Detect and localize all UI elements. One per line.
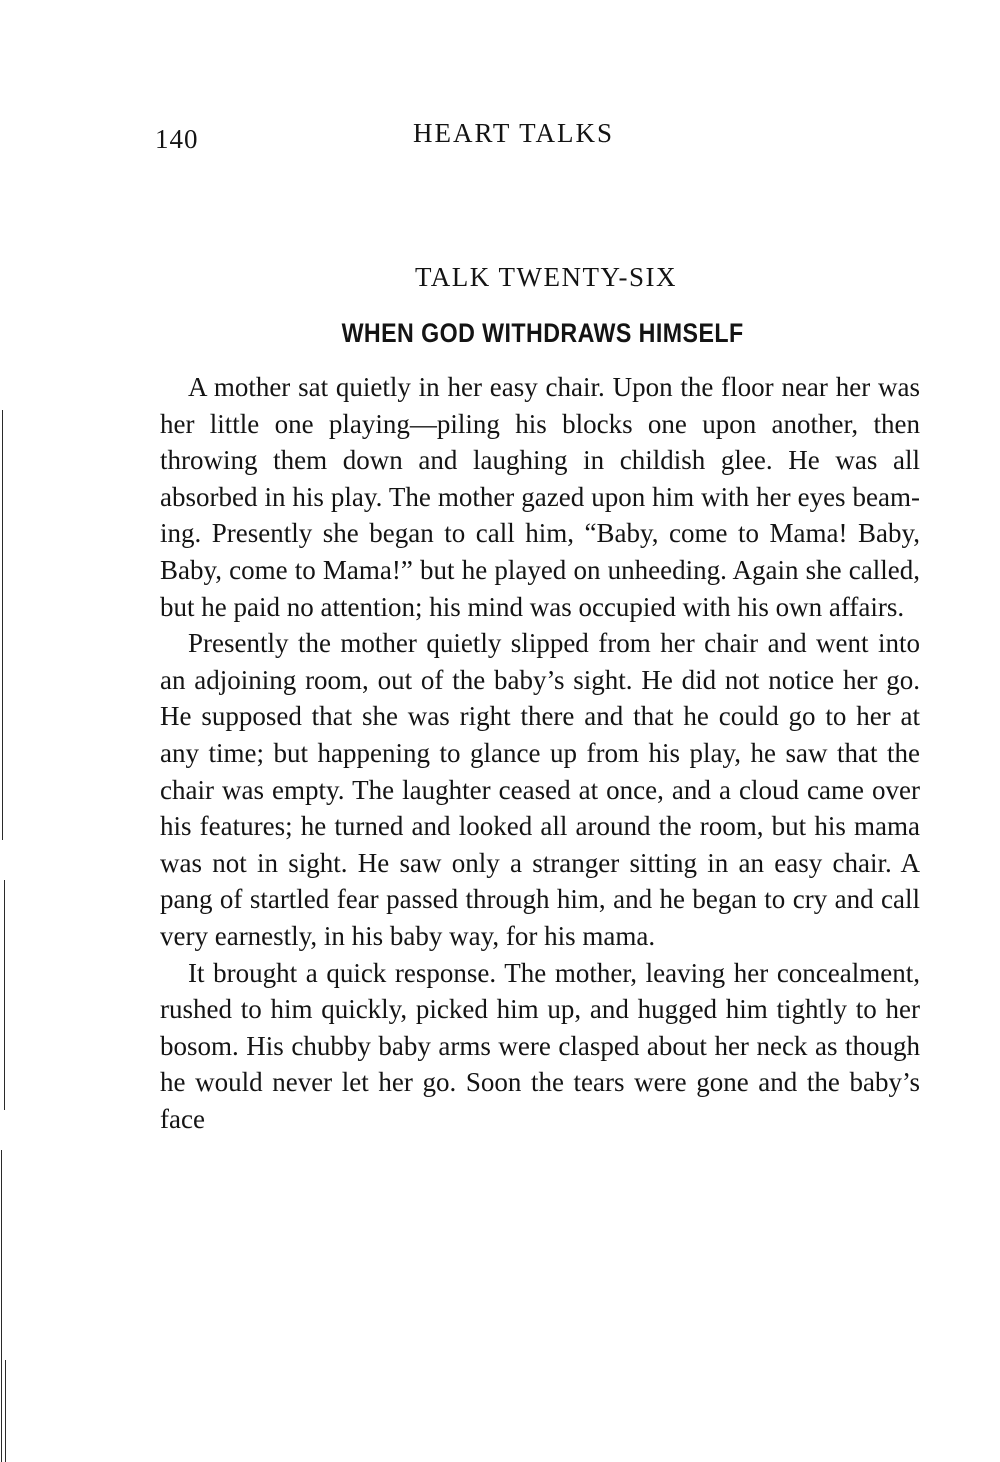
book-title: HEART TALKS <box>413 118 614 148</box>
talk-number: TALK TWENTY-SIX <box>414 262 678 292</box>
paragraph: Presently the mother quietly slipped from her chair and went into an adjoining room, out of the baby’s sight. He did not notice her go. He supposed that she was right there and that he could go to her at any time; but happening to glance up from his play, he saw that the chair was empty. The laughter ceased at once, and a cloud came over his features; he turned and looked all around the room, but his mama was not in sight. He saw only a stranger sitting in an easy chair. A pang of startled fear passed through him, and he began to cry and call very earnestly, in his baby way, for his mama. <box>160 628 920 951</box>
paragraph: A mother sat quietly in her easy chair. Upon the floor near her was her little one playing—piling his blocks one upon another, then throwing them down and laughing in childish glee. He was all absorbed in his play. The mother gazed upon him with her eyes beam-ing. Presently she began to call him, “Baby, come to Mama! Baby, Baby, come to Mama!” but he played on unheeding. Again she called, but he paid no attention; his mind was occupied with his own affairs. <box>160 372 920 622</box>
scan-edge-marks <box>0 0 8 1462</box>
body-text <box>160 369 920 1137</box>
chapter-title: WHEN GOD WITHDRAWS HIMSELF <box>341 318 744 348</box>
paragraph: It brought a quick response. The mother, leaving her concealment, rushed to him quickly, picked him up, and hugged him tightly to her bosom. His chubby baby arms were clasped about her neck as though he would never let her go. Soon the tears were gone and the baby’s face <box>160 957 920 1134</box>
running-head <box>155 118 655 158</box>
page-number: 140 <box>155 124 199 154</box>
